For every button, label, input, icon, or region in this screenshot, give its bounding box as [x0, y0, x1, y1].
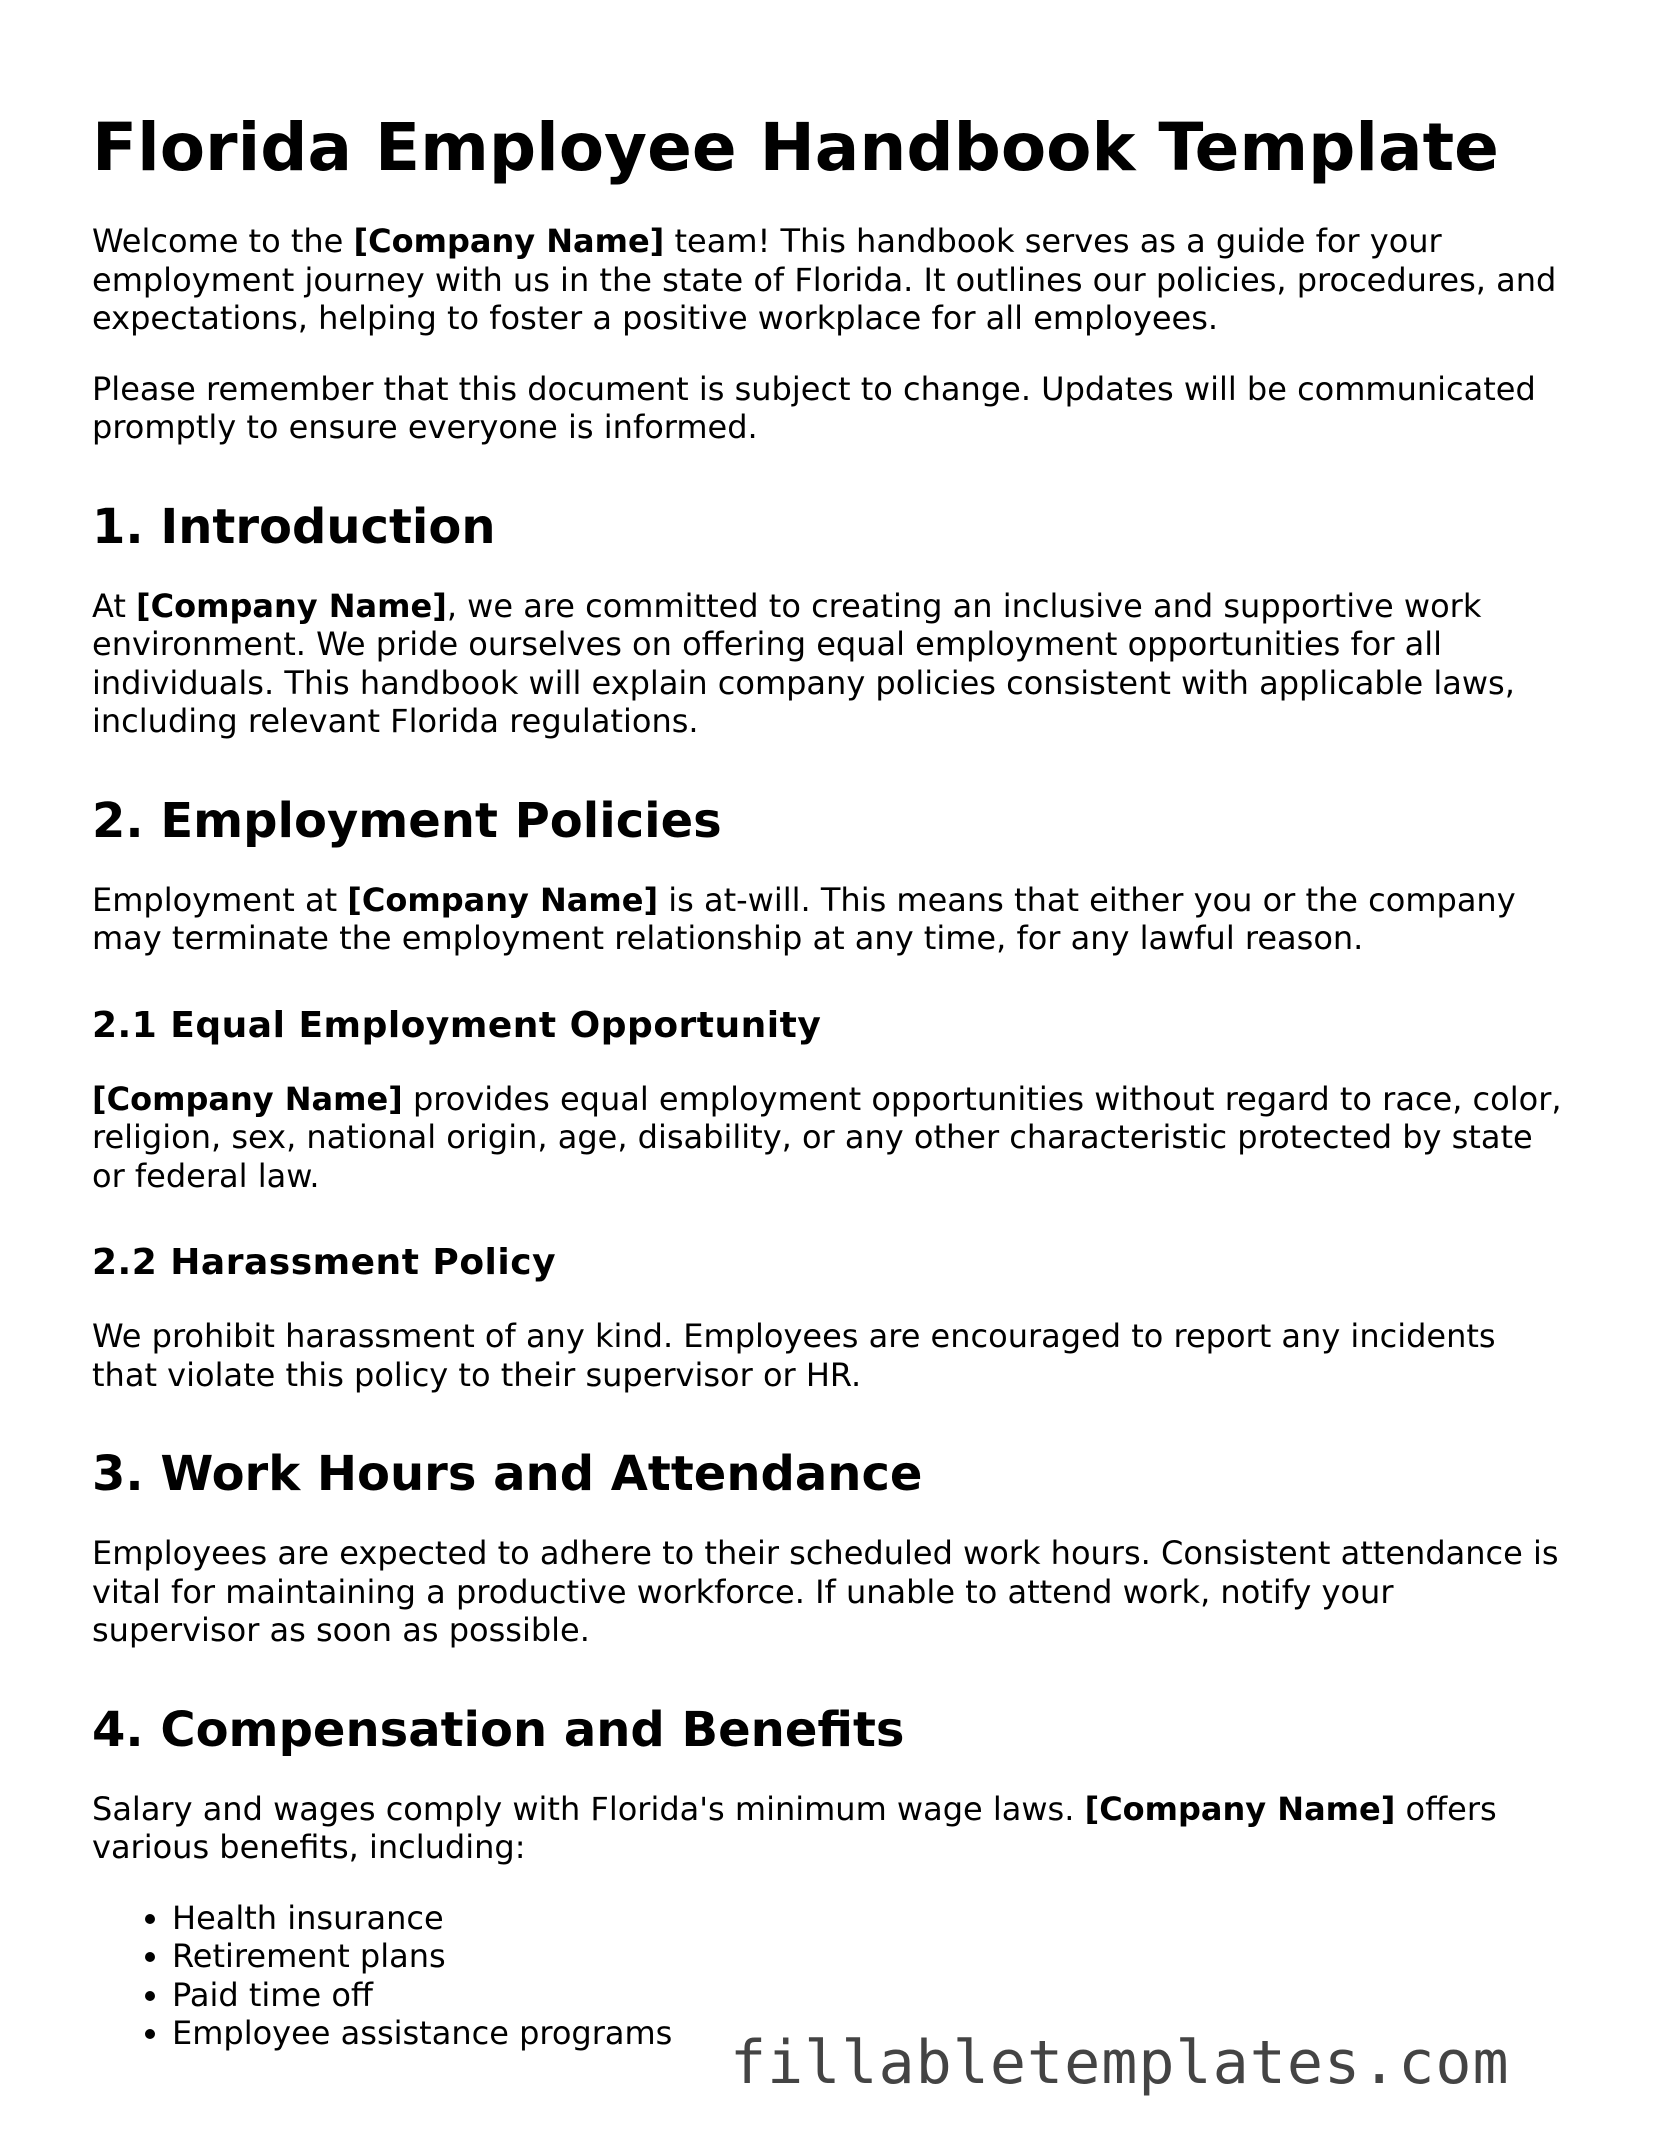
document-title: Florida Employee Handbook Template — [92, 109, 1499, 186]
company-name-placeholder: [Company Name] — [347, 880, 659, 919]
subsection-2-1-heading: 2.1 Equal Employment Opportunity — [92, 1004, 822, 1046]
section-4-heading: 4. Compensation and Benefits — [92, 1701, 905, 1758]
section-3-heading: 3. Work Hours and Attendance — [92, 1446, 923, 1502]
benefits-list-item: • Retirement plans — [172, 1937, 1592, 1976]
intro-text-start: Welcome to the — [92, 222, 354, 260]
subsection-2-2-paragraph: We prohibit harassment of any kind. Employees are encouraged to report any incidents that violate this policy to their supervisor or HR. — [92, 1317, 1496, 1394]
document-page — [92, 108, 1592, 2053]
section-3-paragraph: Employees are expected to adhere to their scheduled work hours. Consistent attendance is vital for maintaining a productive workforce. If unable to attend work, notify your supervisor as soon as possible. — [92, 1534, 1559, 1649]
benefits-list-item: • Health insurance — [172, 1899, 1592, 1938]
subsection-2-1-text: provides equal employment opportunities without regard to race, color, religion, sex, national origin, age, disability, or any other characteristic protected by state or federal law. — [92, 1079, 1562, 1195]
intro-paragraph-2: Please remember that this document is subject to change. Updates will be communicated promptly to ensure everyone is informed. — [92, 369, 1536, 446]
intro-paragraph-1 — [92, 222, 1562, 338]
section-1-heading: 1. Introduction — [92, 498, 496, 555]
section-1-paragraph — [92, 587, 1562, 741]
section-1-text-start: At — [92, 586, 137, 625]
section-1-text-end: , we are committed to creating an inclusive and supportive work environment. We pride ourselves on offering equal employment opportunities for all individuals. This handbook will explain company policies consistent with applicable laws, including relevant Florida regulations. — [92, 586, 1515, 740]
section-2-paragraph — [92, 881, 1562, 958]
benefits-list-item: • Paid time off — [172, 1976, 1592, 2015]
company-name-placeholder: [Company Name] — [92, 1079, 403, 1118]
watermark: fillabletemplates.com — [730, 2028, 1510, 2098]
company-name-placeholder: [Company Name] — [1084, 1789, 1396, 1828]
company-name-placeholder: [Company Name] — [353, 222, 665, 260]
section-4-text-start: Salary and wages comply with Florida's minimum wage laws. — [92, 1789, 1085, 1828]
subsection-2-2-heading: 2.2 Harassment Policy — [92, 1242, 557, 1283]
company-name-placeholder: [Company Name] — [136, 586, 447, 625]
intro-text-end: team! This handbook serves as a guide for your employment journey with us in the state of Florida. It outlines our policies, procedures, and expectations, helping to foster a positive workplace for all employees. — [92, 222, 1557, 337]
subsection-2-1-paragraph — [92, 1080, 1562, 1196]
section-2-text-end: is at-will. This means that either you or the company may terminate the employment relationship at any time, for any lawful reason. — [92, 880, 1516, 957]
section-2-text-start: Employment at — [92, 880, 348, 919]
section-4-paragraph — [92, 1790, 1562, 1867]
benefits-list-item: • Employee assistance programs — [172, 2014, 1592, 2053]
section-4-text-end: offers various benefits, including: — [92, 1789, 1497, 1866]
section-2-heading: 2. Employment Policies — [92, 792, 722, 849]
